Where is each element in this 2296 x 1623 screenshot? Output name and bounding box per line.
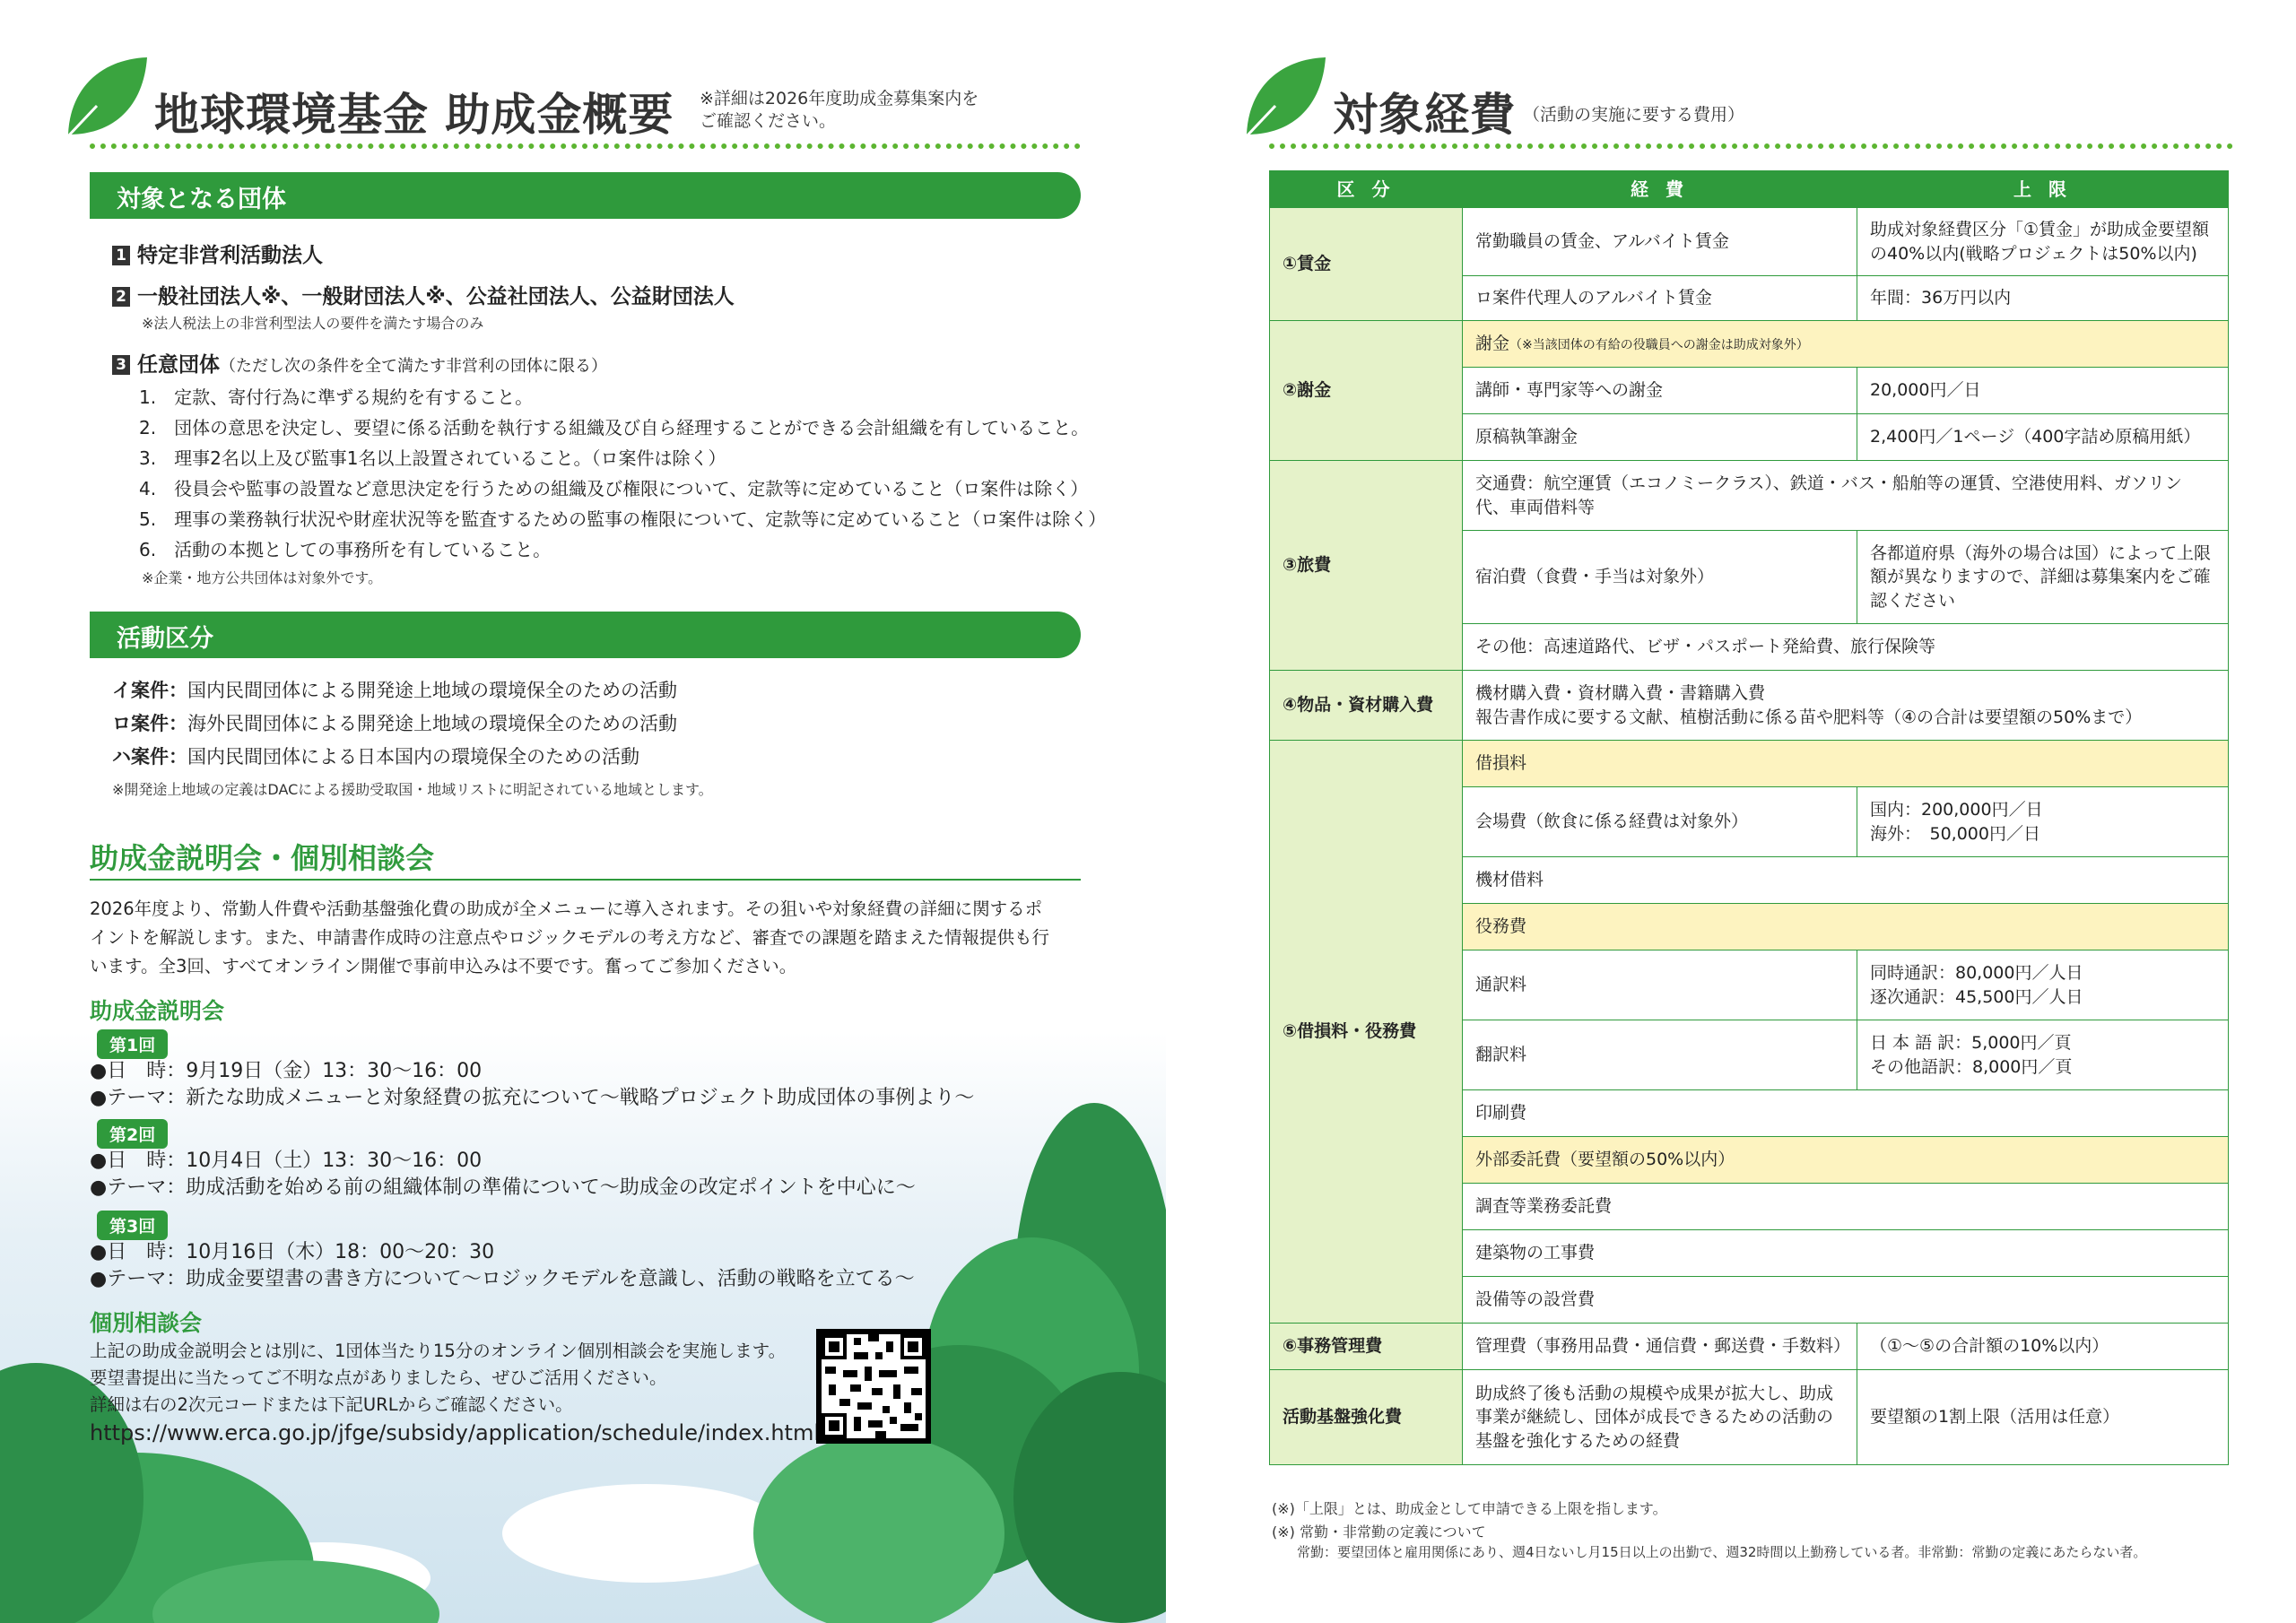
table-row: 役務費 (1270, 904, 2229, 950)
table-row: 活動基盤強化費 助成終了後も活動の規模や成果が拡大し、助成事業が継続し、団体が成長できるための活動の基盤を強化するための経費 要望額の1割上限（活用は任意） (1270, 1370, 2229, 1465)
table-row: 印刷費 (1270, 1090, 2229, 1137)
section-heading-activity: 活動区分 (90, 612, 1081, 658)
header-category: 区 分 (1270, 171, 1463, 208)
session-3: ●日 時：10月16日（木）18：00〜20：30 ●テーマ：助成金要望書の書き方について〜ロジックモデルを意識し、活動の戦略を立てる〜 (90, 1241, 915, 1290)
table-header-row (1270, 171, 2229, 208)
divider (90, 143, 1081, 149)
conditions-note: ※企業・地方公共団体は対象外です。 (142, 569, 383, 586)
seminar-intro: 2026年度より、常勤人件費や活動基盤強化費の助成が全メニューに導入されます。その狙いや対象経費の詳細に関するポ イントを解説します。また、申請書作成時の注意点やロジックモデルの考え方など、審査での課題を踏まえた情報提供も行 います。全3回、すべてオンライン開催で事前申込みは不要です。奮ってご参加ください。 (90, 898, 1049, 976)
header-expense: 経 費 (1463, 171, 1857, 208)
table-row: ⑤借損料・役務費 借損料 (1270, 741, 2229, 787)
page-title: 対象経費 (1333, 89, 1516, 141)
table-row: 原稿執筆謝金 2,400円／1ページ（400字詰め原稿用紙） (1270, 414, 2229, 461)
target-item-2: 2 一般社団法人※、一般財団法人※、公益社団法人、公益財団法人 (112, 280, 735, 309)
table-row: 機材借料 (1270, 857, 2229, 904)
leaf-icon (1239, 52, 1329, 142)
leaf-icon (61, 52, 151, 142)
footnote-2: (※) 常勤・非常勤の定義について (1272, 1523, 1486, 1541)
table-row: 設備等の設営費 (1270, 1277, 2229, 1324)
seminar-subheading: 助成金説明会 (90, 998, 225, 1024)
activity-item: ロ案件：海外民間団体による開発途上地域の環境保全のための活動 (112, 713, 677, 734)
target-item-3: 3 任意団体（ただし次の条件を全て満たす非営利の団体に限る） (112, 348, 607, 378)
table-row: ①賃金 常勤職員の賃金、アルバイト賃金 助成対象経費区分「①賃金」が助成金要望額の40%以内(戦略プロジェクトは50%以内) (1270, 208, 2229, 276)
page-title: 地球環境基金 助成金概要 (154, 89, 674, 141)
table-row: 宿泊費（食費・手当は対象外） 各都道府県（海外の場合は国）によって上限額が異なりますので、詳細は募集案内をご確認ください (1270, 531, 2229, 624)
table-row: 翻訳料 日 本 語 訳：5,000円／頁 その他語訳：8,000円／頁 (1270, 1020, 2229, 1090)
table-row: 建築物の工事費 (1270, 1230, 2229, 1277)
table-row: 通訳料 同時通訳：80,000円／人日 逐次通訳：45,500円／人日 (1270, 950, 2229, 1020)
header-limit: 上 限 (1857, 171, 2229, 208)
table-row: ④物品・資材購入費 機材購入費・資材購入費・書籍購入費 報告書作成に要する文献、植樹活動に係る苗や肥料等（④の合計は要望額の50%まで） (1270, 671, 2229, 741)
activity-item: ハ案件：国内民間団体による日本国内の環境保全のための活動 (112, 746, 639, 768)
table-row: 調査等業務委託費 (1270, 1184, 2229, 1230)
table-row: 講師・専門家等への謝金 20,000円／日 (1270, 368, 2229, 414)
table-row: ロ案件代理人のアルバイト賃金 年間：36万円以内 (1270, 276, 2229, 321)
section-heading-target: 対象となる団体 (90, 172, 1081, 219)
footnote-1: (※)「上限」とは、助成金として申請できる上限を指します。 (1272, 1500, 1667, 1517)
target-item-1: 1 特定非営利活動法人 (112, 239, 323, 268)
table-row: 会場費（飲食に係る経費は対象外） 国内：200,000円／日 海外： 50,000円／日 (1270, 787, 2229, 857)
footnote-3: 常勤：要望団体と雇用関係にあり、週4日ないし月15日以上の出勤で、週32時間以上勤務している者。非常勤：常勤の定義にあたらない者。 (1297, 1544, 2147, 1560)
activity-list (112, 674, 677, 774)
session-1: ●日 時：9月19日（金）13：30〜16：00 ●テーマ：新たな助成メニューと対象経費の拡充について〜戦略プロジェクト助成団体の事例より〜 (90, 1060, 975, 1109)
schedule-url[interactable]: https://www.erca.go.jp/jfge/subsidy/application/schedule/index.html (90, 1420, 821, 1445)
table-row: その他：高速道路代、ビザ・パスポート発給費、旅行保険等 (1270, 624, 2229, 671)
section-heading-seminar: 助成金説明会・個別相談会 (90, 841, 435, 875)
activity-note: ※開発途上地域の定義はDACによる援助受取国・地域リストに明記されている地域とします。 (112, 781, 713, 798)
table-row: 外部委託費（要望額の50%以内） (1270, 1137, 2229, 1184)
activity-item: イ案件：国内民間団体による開発途上地域の環境保全のための活動 (112, 680, 677, 701)
consult-subheading: 個別相談会 (90, 1310, 203, 1336)
title-sub: （活動の実施に要する費用） (1523, 105, 1745, 125)
table-row: ③旅費 交通費：航空運賃（エコノミークラス）、鉄道・バス・船舶等の運賃、空港使用料、ガソリン代、車両借料等 (1270, 461, 2229, 531)
qr-code-icon[interactable] (816, 1329, 931, 1444)
session-badge-3: 第3回 (97, 1211, 168, 1240)
target-item-2-note: ※法人税法上の非営利型法人の要件を満たす場合のみ (142, 315, 484, 332)
title-note: ※詳細は2026年度助成金募集案内を ご確認ください。 (700, 89, 979, 131)
table-row: ②謝金 謝金（※当該団体の有給の役職員への謝金は助成対象外） (1270, 321, 2229, 368)
session-badge-2: 第2回 (97, 1119, 168, 1149)
right-page (1184, 0, 2296, 1623)
conditions-list: 1. 定款、寄付行為に準ずる規約を有すること。 2. 団体の意思を決定し、要望に係る活動を執行する組織及び自ら経理することができる会計組織を有していること。 3. 理事2名以上及び監事1名以上設置されていること。（ロ案件は除く） 4. 役員会や監事の設置など意思決定を行うための組織及び権限について、定款等に定めていること（ロ案件は除く） 5. 理事の業務執行状況や財産状況等を監査するための監事の権限について、定款等に定めていること（ロ案件は除く） 6. 活動の本拠としての事務所を有していること。 (139, 386, 1107, 560)
divider (1269, 143, 2233, 149)
expense-table (1269, 170, 2229, 1465)
table-row: ⑥事務管理費 管理費（事務用品費・通信費・郵送費・手数料） （①〜⑤の合計額の10%以内） (1270, 1324, 2229, 1370)
session-badge-1: 第1回 (97, 1029, 168, 1059)
consult-text: 上記の助成金説明会とは別に、1団体当たり15分のオンライン個別相談会を実施します。 要望書提出に当たってご不明な点がありましたら、ぜひご活用ください。 詳細は右の2次元コードまたは下記URLからご確認ください。 (90, 1341, 787, 1415)
session-2: ●日 時：10月4日（土）13：30〜16：00 ●テーマ：助成活動を始める前の組織体制の準備について〜助成金の改定ポイントを中心に〜 (90, 1150, 916, 1199)
seminar-underline (90, 879, 1081, 881)
